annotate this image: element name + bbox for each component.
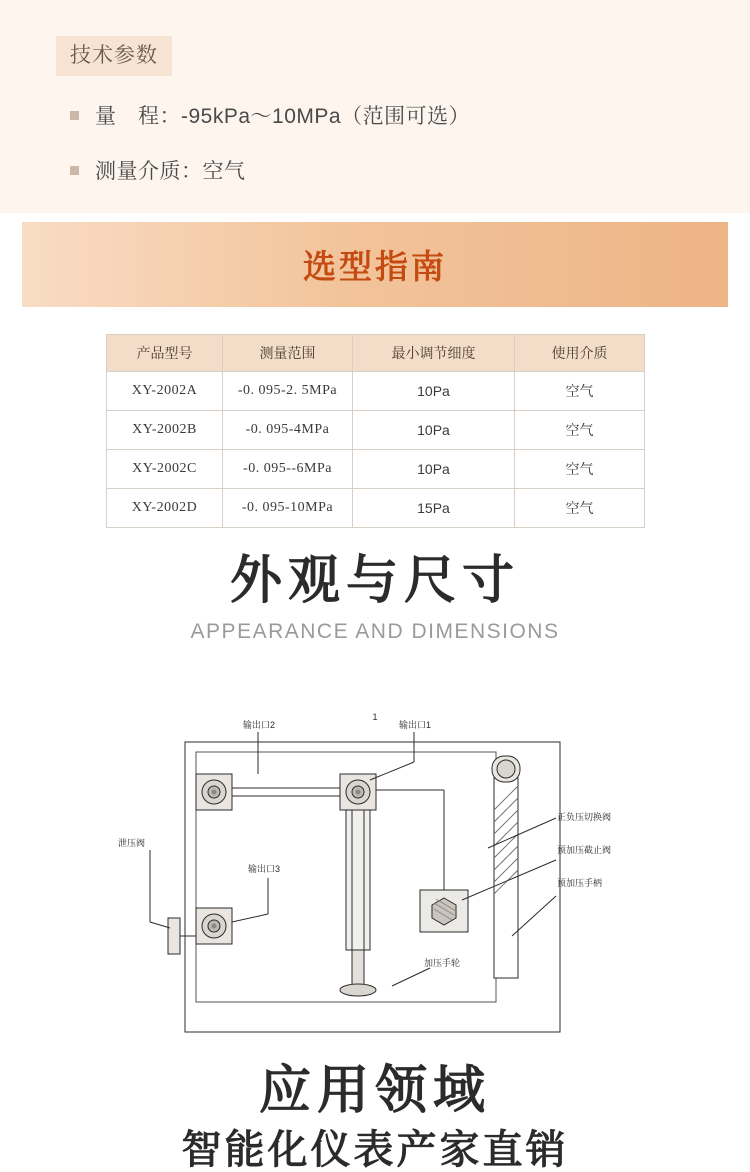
table-cell-range: -0. 095--6MPa [223,450,353,489]
table-cell-medium: 空气 [515,372,645,411]
drawing-label-release-valve: 泄压阀 [118,838,146,848]
table-cell-medium: 空气 [515,450,645,489]
application-title-cn: 应用领域 [258,1062,491,1120]
appearance-title-en: APPEARANCE AND DIMENSIONS [190,619,560,643]
tech-params-title: 技术参数 [56,36,172,76]
appearance-title-cn: 外观与尺寸 [229,552,520,610]
spec-item [70,100,470,130]
drawing-label-preload-handle: 预加压手柄 [557,878,603,888]
table-header-cell: 最小调节细度 [353,335,515,372]
drawing-label-press-handwheel: 加压手轮 [424,958,461,968]
drawing-top-number: 1 [372,712,378,722]
selection-guide-banner [22,222,728,307]
table-row [107,411,645,450]
table-cell-model: XY-2002D [107,489,223,528]
table-cell-model: XY-2002C [107,450,223,489]
table-cell-resolution: 10Pa [353,372,515,411]
drawing-label-preload-stop-valve: 预加压截止阀 [557,845,612,855]
appearance-section-heading [0,552,750,644]
table-row [107,450,645,489]
table-cell-resolution: 10Pa [353,411,515,450]
table-header-row [107,335,645,372]
drawing-label-outlet3: 输出口3 [248,864,281,874]
spec-item-label: 量 程：-95kPa～10MPa（范围可选） [95,105,471,128]
drawing-label-outlet1: 输出口1 [399,720,432,730]
selection-table [106,334,645,528]
table-cell-medium: 空气 [515,411,645,450]
table-cell-resolution: 10Pa [353,450,515,489]
tech-params-section [0,0,750,213]
application-subtitle-cn: 智能化仪表产家直销 [181,1127,569,1172]
table-cell-range: -0. 095-2. 5MPa [223,372,353,411]
table-cell-range: -0. 095-10MPa [223,489,353,528]
bullet-square-icon [70,166,79,175]
table-cell-resolution: 15Pa [353,489,515,528]
application-section-heading [0,1062,750,1172]
product-technical-drawing [0,700,750,1060]
bullet-square-icon [70,111,79,120]
spec-item [70,155,246,185]
tech-params-title-wrap [56,36,172,76]
table-cell-medium: 空气 [515,489,645,528]
table-row [107,372,645,411]
table-header-cell: 测量范围 [223,335,353,372]
table-row [107,489,645,528]
spec-item-label: 测量介质：空气 [95,160,246,183]
table-cell-model: XY-2002B [107,411,223,450]
selection-guide-title: 选型指南 [303,248,447,285]
table-cell-model: XY-2002A [107,372,223,411]
drawing-label-switch-valve: 正负压切换阀 [557,812,612,822]
drawing-label-outlet2: 输出口2 [243,720,276,730]
table-header-cell: 产品型号 [107,335,223,372]
table-cell-range: -0. 095-4MPa [223,411,353,450]
table-header-cell: 使用介质 [515,335,645,372]
